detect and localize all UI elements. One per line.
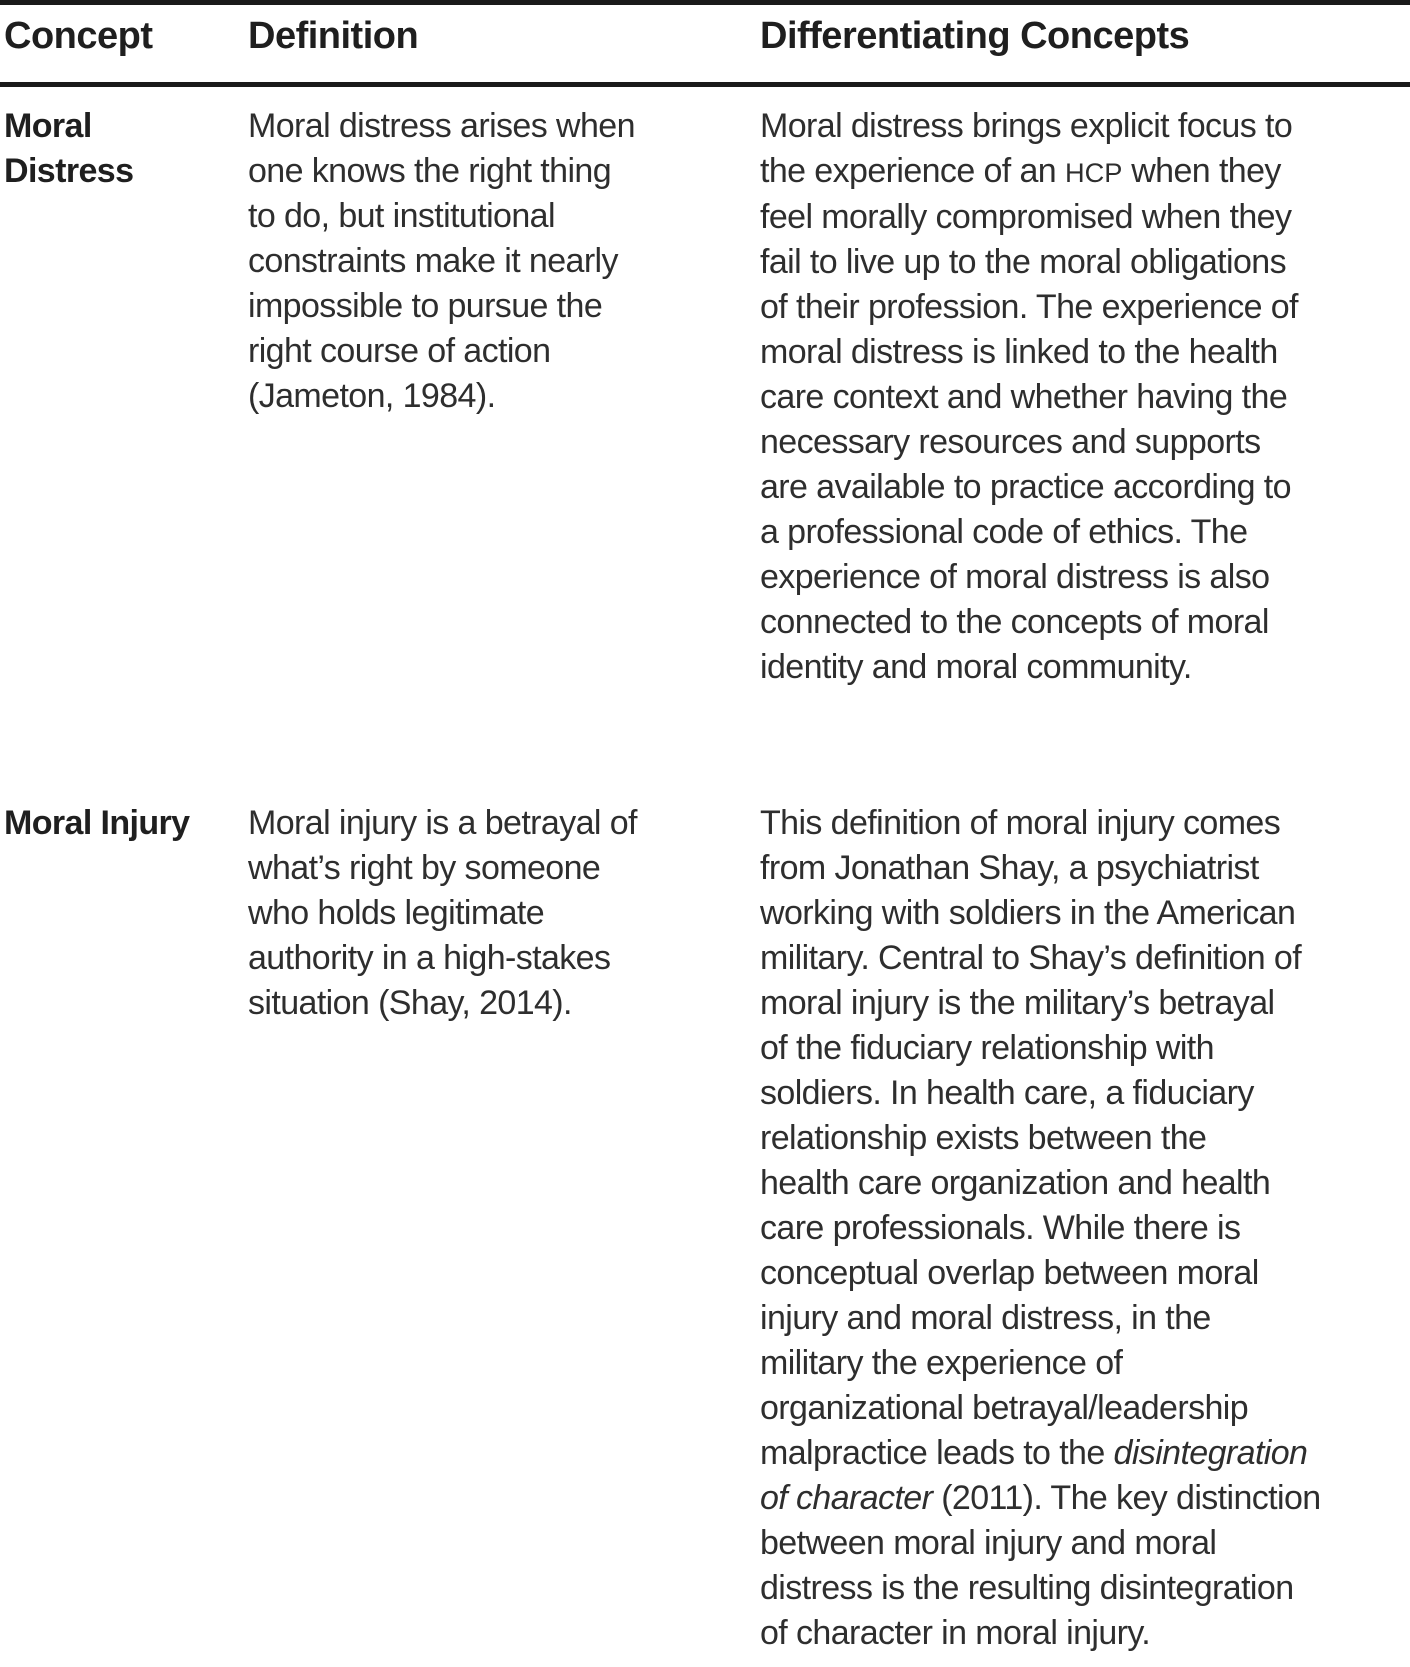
column-header-differentiating-concepts: Differentiating Concepts xyxy=(760,15,1190,57)
concept-cell xyxy=(0,104,248,690)
text: experience of moral distress is also xyxy=(760,558,1270,596)
text: what’s right by someone xyxy=(248,849,601,887)
text: moral distress is linked to the health xyxy=(760,333,1278,371)
text: Moral Injury xyxy=(4,804,190,842)
text: care context and whether having the xyxy=(760,378,1288,416)
text: moral injury is the military’s betrayal xyxy=(760,984,1275,1022)
text-line xyxy=(760,555,1410,600)
column-header-definition: Definition xyxy=(248,15,419,57)
text-line xyxy=(248,846,760,891)
text: care professionals. While there is xyxy=(760,1209,1241,1247)
column-header-concept: Concept xyxy=(4,15,153,57)
text: impossible to pursue the xyxy=(248,287,603,325)
text: to do, but institutional xyxy=(248,197,555,235)
text: (2011). The key distinction xyxy=(932,1479,1321,1517)
text-line xyxy=(760,600,1410,645)
text-line xyxy=(760,195,1410,240)
text: Moral distress brings explicit focus to xyxy=(760,107,1293,145)
text-line xyxy=(760,936,1410,981)
text-line xyxy=(760,846,1410,891)
text: Moral injury is a betrayal of xyxy=(248,804,637,842)
text: feel morally compromised when they xyxy=(760,198,1292,236)
table-row xyxy=(0,104,1410,690)
differentiating-cell xyxy=(760,801,1410,1656)
text-line xyxy=(760,1071,1410,1116)
smallcaps-text: HCP xyxy=(1064,157,1123,188)
concept-cell xyxy=(0,801,248,1656)
text-line xyxy=(760,1251,1410,1296)
text: This definition of moral injury comes xyxy=(760,804,1281,842)
text: between moral injury and moral xyxy=(760,1524,1217,1562)
text-line xyxy=(760,104,1410,149)
table-body xyxy=(0,87,1410,1656)
text-line xyxy=(760,1026,1410,1071)
text-line xyxy=(760,1476,1410,1521)
text: fail to live up to the moral obligations xyxy=(760,243,1286,281)
text-line xyxy=(760,1296,1410,1341)
text: connected to the concepts of moral xyxy=(760,603,1269,641)
text: of their profession. The experience of xyxy=(760,288,1298,326)
text: from Jonathan Shay, a psychiatrist xyxy=(760,849,1259,887)
text: malpractice leads to the xyxy=(760,1434,1114,1472)
text: military. Central to Shay’s definition of xyxy=(760,939,1302,977)
text-line xyxy=(760,375,1410,420)
text-line xyxy=(760,981,1410,1026)
text-line xyxy=(248,284,760,329)
text: distress is the resulting disintegration xyxy=(760,1569,1294,1607)
text-line xyxy=(760,465,1410,510)
text-line xyxy=(760,420,1410,465)
table-header-row xyxy=(0,0,1410,87)
text-line xyxy=(248,149,760,194)
text-line xyxy=(760,1386,1410,1431)
text: relationship exists between the xyxy=(760,1119,1207,1157)
text-line xyxy=(760,1431,1410,1476)
text: organizational betrayal/leadership xyxy=(760,1389,1249,1427)
text-line xyxy=(760,149,1410,195)
text-line xyxy=(760,1206,1410,1251)
italic-text: of character xyxy=(760,1479,933,1517)
text: (Jameton, 1984). xyxy=(248,377,496,415)
text: a professional code of ethics. The xyxy=(760,513,1248,551)
text-line xyxy=(248,329,760,374)
text-line xyxy=(248,936,760,981)
differentiating-cell xyxy=(760,104,1410,690)
text-line xyxy=(760,1611,1410,1656)
text: constraints make it nearly xyxy=(248,242,618,280)
text: Moral xyxy=(4,107,92,145)
text: one knows the right thing xyxy=(248,152,612,190)
definition-cell xyxy=(248,801,760,1656)
text: working with soldiers in the American xyxy=(760,894,1296,932)
text: when they xyxy=(1122,152,1281,190)
text: conceptual overlap between moral xyxy=(760,1254,1259,1292)
text: Moral distress arises when xyxy=(248,107,635,145)
text: the experience of an xyxy=(760,152,1065,190)
text: of the fiduciary relationship with xyxy=(760,1029,1214,1067)
text-line xyxy=(0,104,248,149)
text: authority in a high-stakes xyxy=(248,939,611,977)
text-line xyxy=(760,510,1410,555)
text-line xyxy=(248,891,760,936)
text-line xyxy=(248,194,760,239)
text: identity and moral community. xyxy=(760,648,1192,686)
text-line xyxy=(760,645,1410,690)
table-row xyxy=(0,801,1410,1656)
text-line xyxy=(0,149,248,194)
text-line xyxy=(760,1116,1410,1161)
text-line xyxy=(760,801,1410,846)
text: military the experience of xyxy=(760,1344,1123,1382)
text: of character in moral injury. xyxy=(760,1614,1151,1652)
text-line xyxy=(760,1341,1410,1386)
text: situation (Shay, 2014). xyxy=(248,984,572,1022)
text: Distress xyxy=(4,152,134,190)
text: injury and moral distress, in the xyxy=(760,1299,1211,1337)
text: right course of action xyxy=(248,332,551,370)
text-line xyxy=(248,981,760,1026)
text-line xyxy=(760,240,1410,285)
text-line xyxy=(0,801,248,846)
text-line xyxy=(760,891,1410,936)
text-line xyxy=(248,801,760,846)
text: health care organization and health xyxy=(760,1164,1271,1202)
text-line xyxy=(248,104,760,149)
text-line xyxy=(248,374,760,419)
definition-cell xyxy=(248,104,760,690)
text: are available to practice according to xyxy=(760,468,1291,506)
text: soldiers. In health care, a fiduciary xyxy=(760,1074,1254,1112)
text-line xyxy=(760,1521,1410,1566)
text: who holds legitimate xyxy=(248,894,545,932)
text-line xyxy=(248,239,760,284)
text-line xyxy=(760,1566,1410,1611)
text-line xyxy=(760,330,1410,375)
text-line xyxy=(760,1161,1410,1206)
text-line xyxy=(760,285,1410,330)
italic-text: disintegration xyxy=(1113,1434,1308,1472)
text: necessary resources and supports xyxy=(760,423,1261,461)
